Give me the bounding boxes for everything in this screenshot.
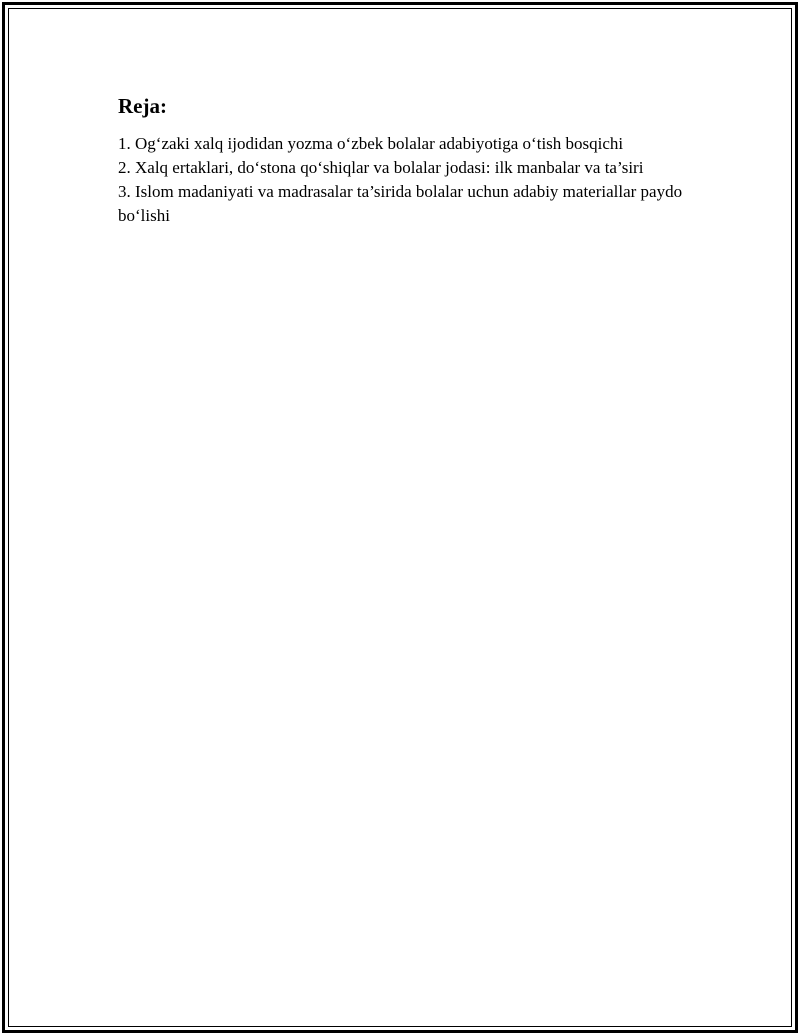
plan-heading: Reja:	[118, 94, 167, 118]
plan-item-2: 2. Xalq ertaklari, do‘stona qo‘shiqlar va bolalar jodasi: ilk manbalar va ta’siri	[118, 158, 644, 177]
plan-list	[118, 132, 688, 228]
document-content	[118, 92, 688, 228]
plan-item-1: 1. Og‘zaki xalq ijodidan yozma o‘zbek bolalar adabiyotiga o‘tish bosqichi	[118, 134, 624, 153]
plan-item-3: 3. Islom madaniyati va madrasalar ta’sirida bolalar uchun adabiy materiallar paydo bo‘lishi	[118, 182, 683, 225]
